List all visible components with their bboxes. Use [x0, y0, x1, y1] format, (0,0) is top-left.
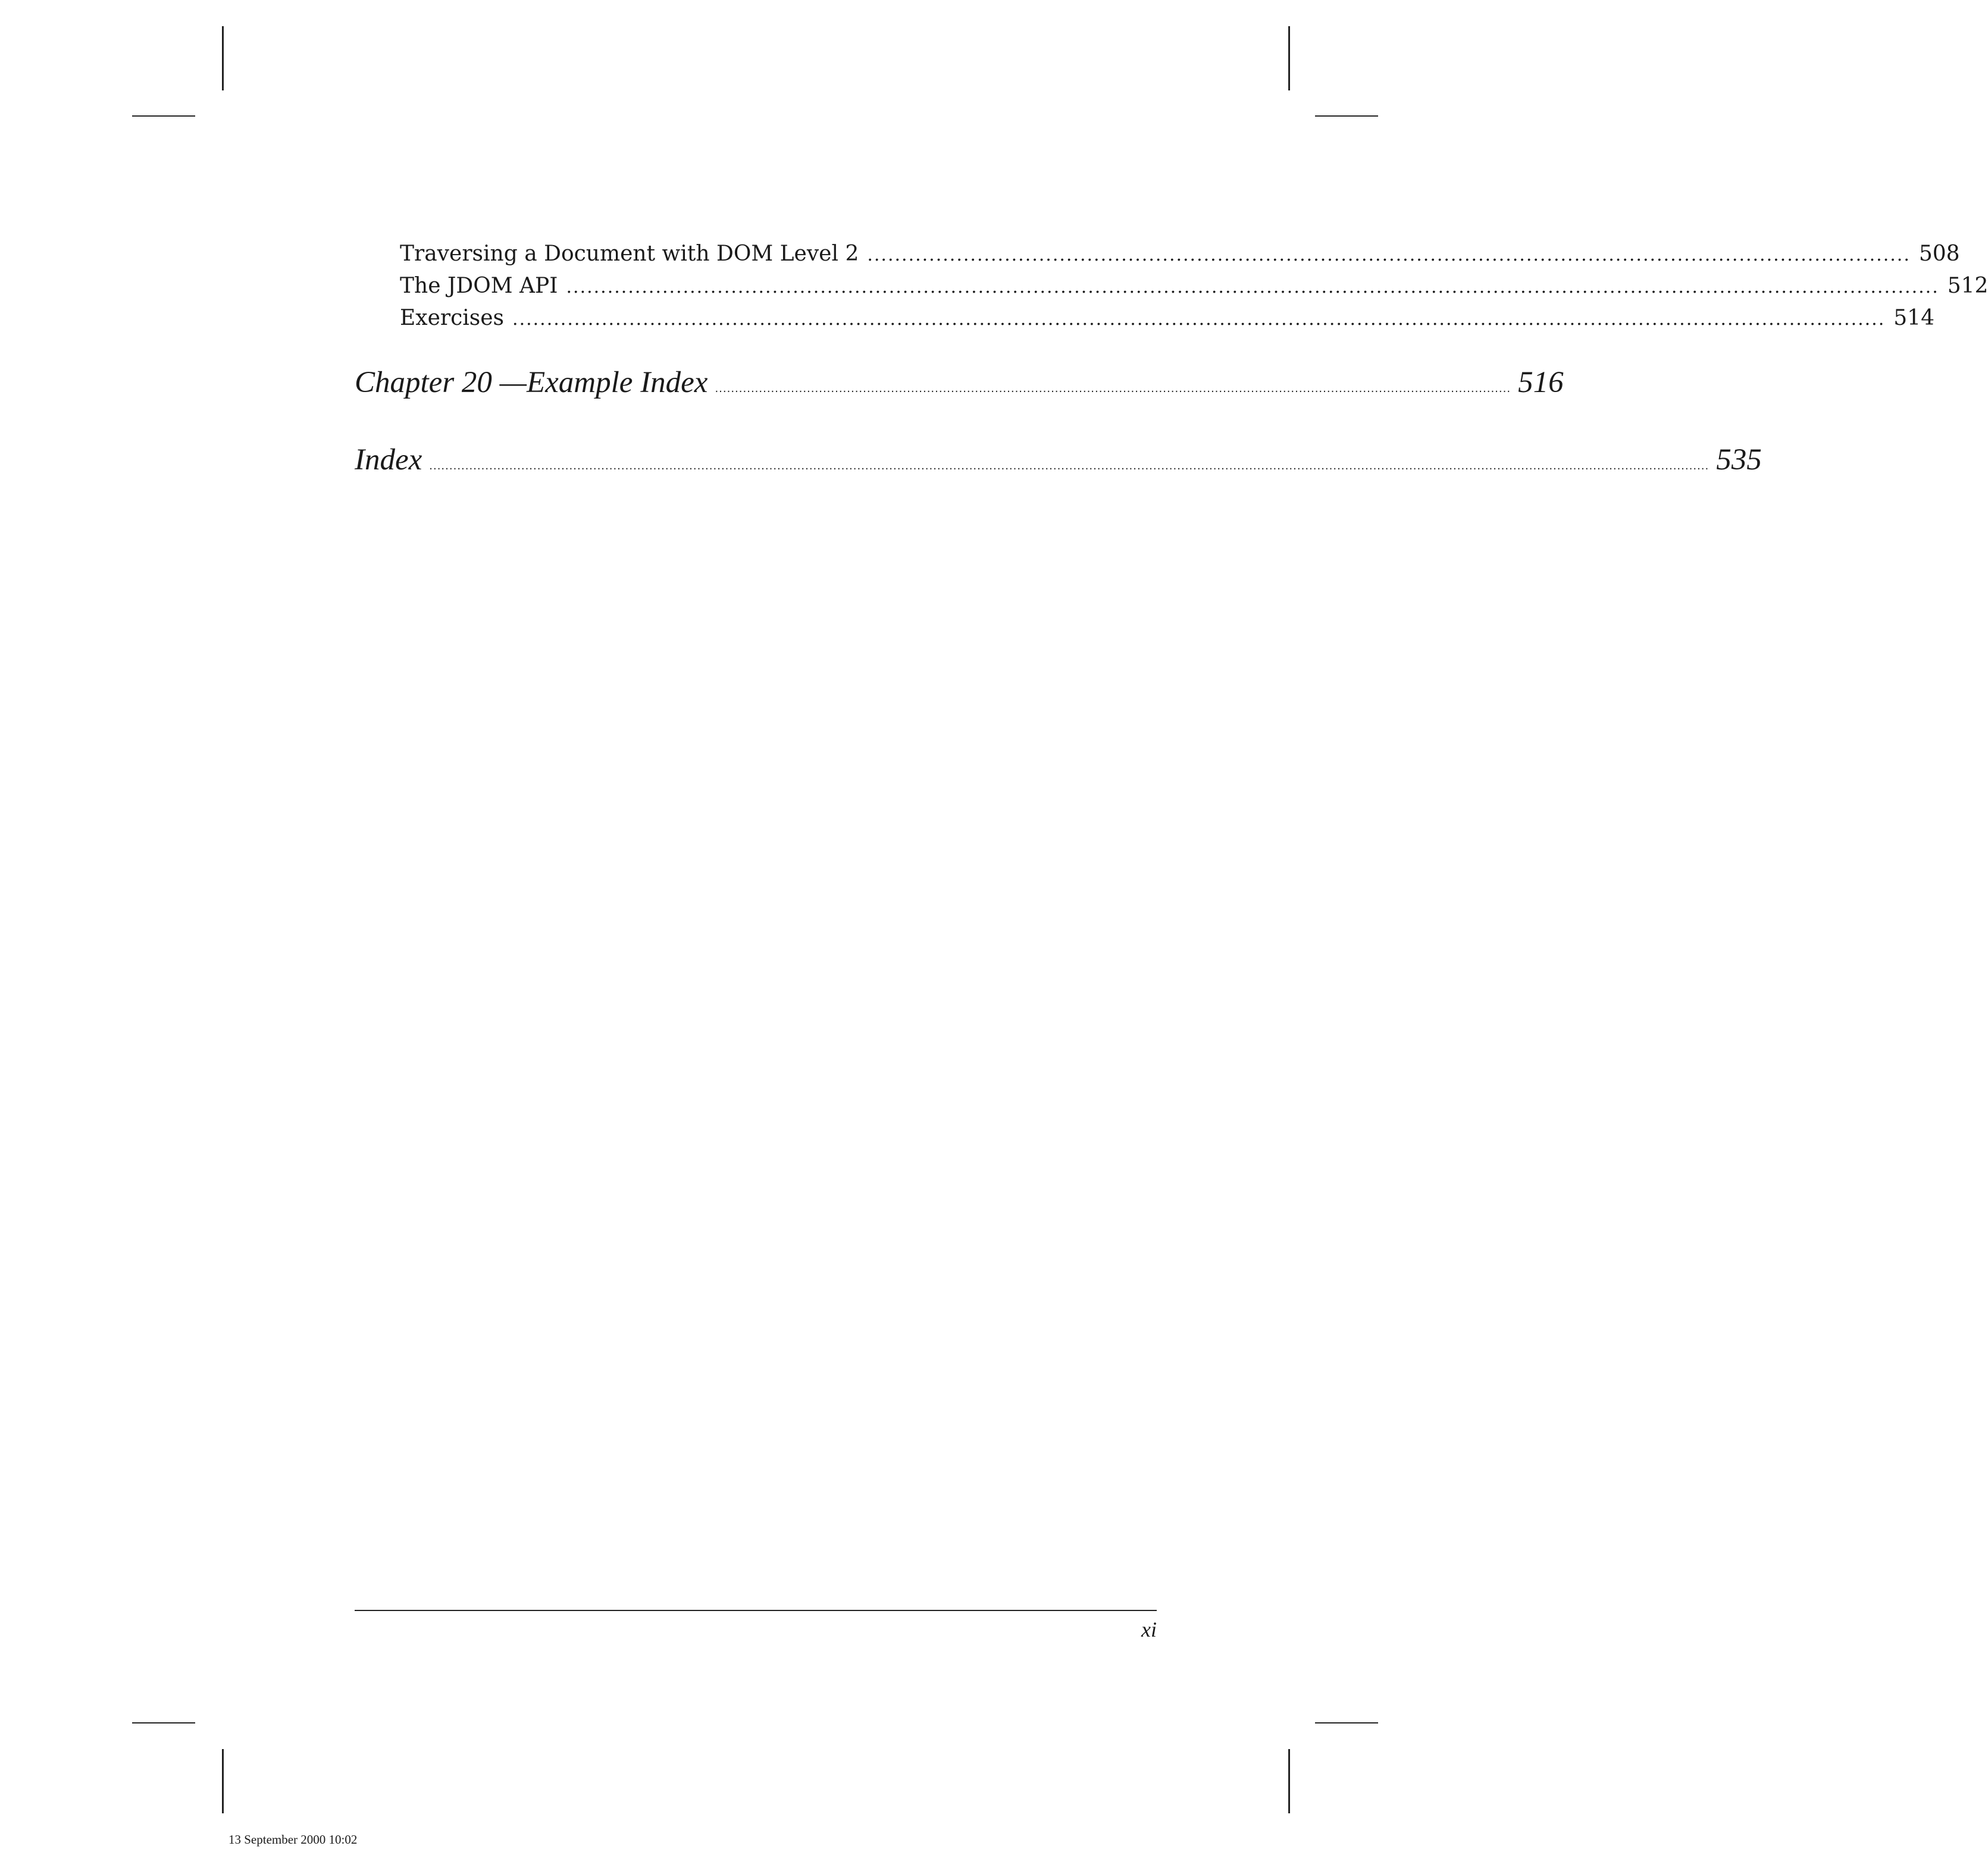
toc-chapter-page: 516: [1518, 366, 1564, 399]
crop-mark-bottom-left-vertical: [222, 1749, 224, 1813]
footer-rule: [355, 1610, 1157, 1611]
crop-mark-bottom-right-vertical: [1288, 1749, 1290, 1813]
toc-entry-title: Traversing a Document with DOM Level 2: [400, 242, 859, 266]
crop-mark-bottom-right-horizontal: [1315, 1722, 1378, 1723]
toc-chapter-title: Index: [355, 443, 422, 477]
toc-entry-traversing-dom-level-2: [355, 238, 1960, 270]
toc-index: [355, 443, 1762, 477]
toc-chapter-page: 535: [1716, 443, 1762, 477]
toc-entry-exercises: [355, 302, 1934, 334]
toc-chapter-20-example-index: [355, 365, 1564, 400]
toc-entry-page: 508: [1918, 242, 1960, 266]
toc-entry-title: Exercises: [400, 306, 505, 330]
table-of-contents: [355, 238, 1988, 477]
crop-mark-top-left-vertical: [222, 26, 224, 90]
dot-leader: ................................................................................................................................................................................................................................................................................................................................: [429, 460, 1710, 472]
dot-leader: ........................................................................................................................................................................................................: [566, 277, 1939, 297]
toc-entry-title: The JDOM API: [400, 274, 558, 298]
dot-leader: ........................................................................................................................................................: [867, 245, 1911, 265]
dot-leader: ........................................................................................................................................................................................................: [512, 309, 1886, 330]
crop-mark-top-right-vertical: [1288, 26, 1290, 90]
dot-leader: .......................................................................................................................................................................................................: [715, 383, 1511, 395]
page-folio: xi: [1141, 1618, 1157, 1641]
crop-mark-bottom-left-horizontal: [132, 1722, 195, 1723]
print-timestamp: 13 September 2000 10:02: [228, 1832, 358, 1847]
crop-mark-top-left-horizontal: [132, 115, 195, 117]
crop-mark-top-right-horizontal: [1315, 115, 1378, 117]
toc-entry-page: 514: [1893, 306, 1934, 330]
toc-entry-jdom-api: [355, 270, 1988, 302]
toc-entry-page: 512: [1947, 274, 1988, 298]
toc-chapter-title: Chapter 20 —Example Index: [355, 366, 708, 399]
